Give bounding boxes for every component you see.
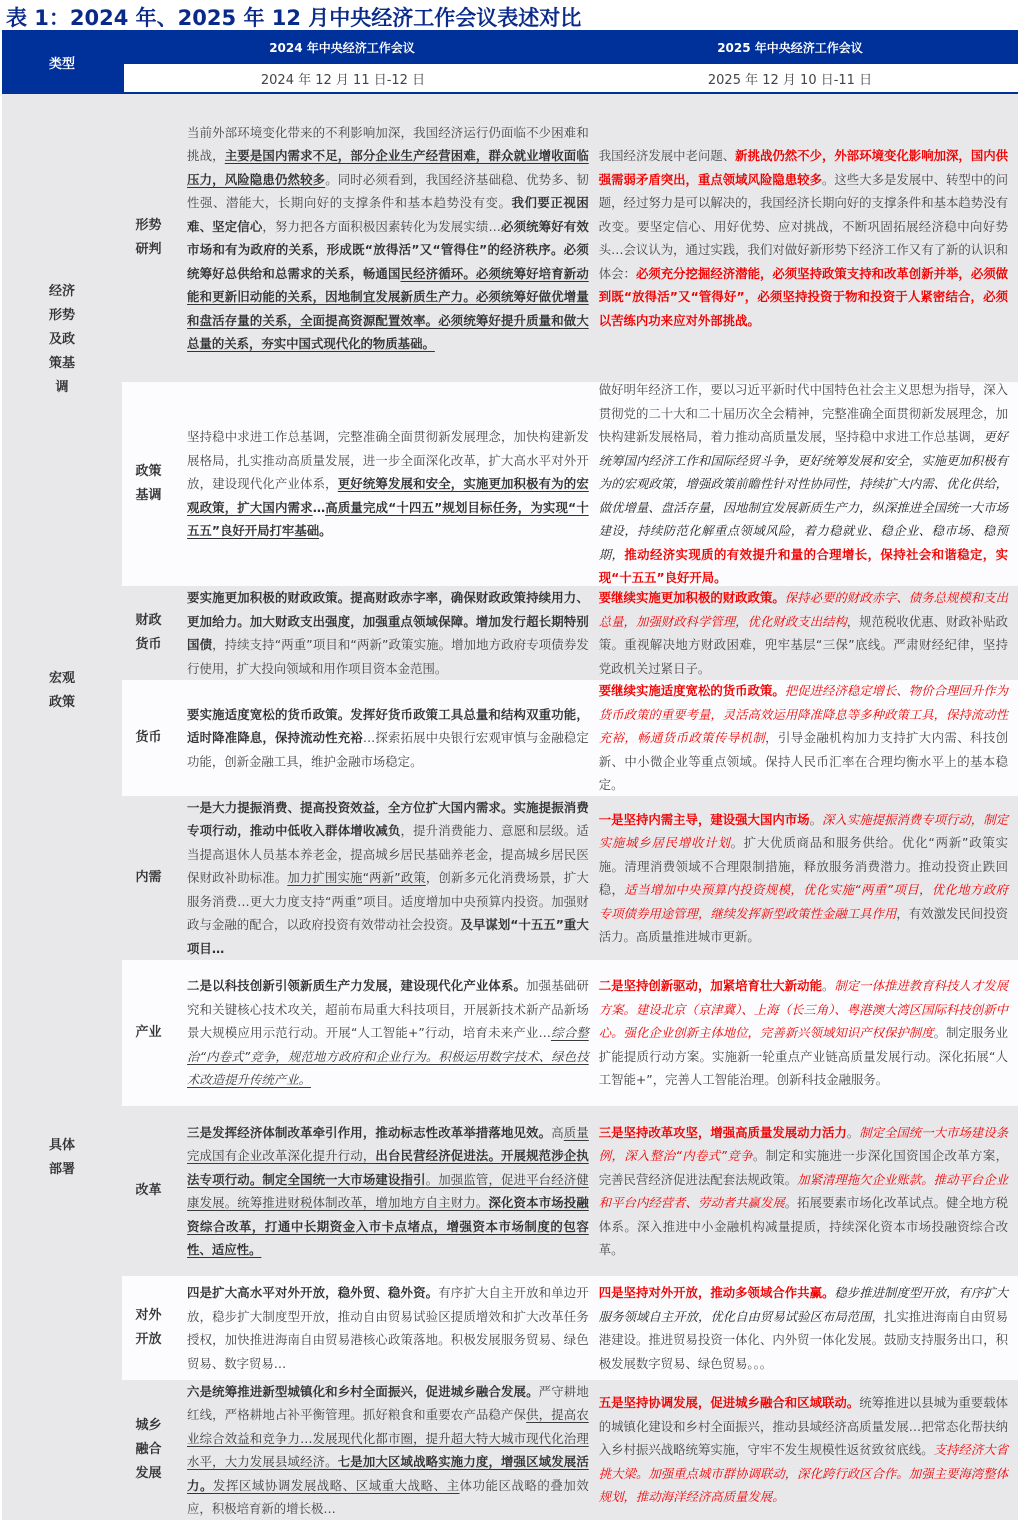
text-segment: 。 bbox=[846, 1124, 860, 1140]
text-segment: 要继续实施适度宽松的货币政策。 bbox=[598, 683, 785, 699]
text-segment: 高质量完成“十四五”规划目标任务，为实现“十五五”良好开局打牢基础 bbox=[187, 499, 589, 539]
subcategory-label: 对外 开放 bbox=[135, 1308, 162, 1347]
text-segment: 我国经济发展中老问题、 bbox=[598, 148, 736, 163]
text-segment: 供，提高农业综合效益和竞争力…发展现代化都市圈，提升超大特大城市现代化治理水平，大力发展县域经济。 bbox=[187, 1407, 589, 1469]
text-segment: 二是以科技创新引领新质生产力发展，建设现代化产业体系。 bbox=[187, 978, 527, 994]
text-segment: 高 bbox=[551, 1124, 564, 1140]
table-row bbox=[122, 586, 1018, 680]
cell-2025 bbox=[589, 1106, 1018, 1276]
table-title: 表 1：2024 年、2025 年 12 月中央经济工作会议表述对比 bbox=[6, 6, 582, 30]
header-type: 类型 bbox=[48, 56, 75, 72]
cell-2025 bbox=[589, 1380, 1018, 1520]
text-segment: 。制定服务业扩能提质行动方案。实施新一轮重点产业链高质量发展行动。深化拓展“人工智能+”，完善人工智能治理。创新科技金融服务。 bbox=[598, 1025, 1009, 1088]
cell-2024 bbox=[175, 1106, 589, 1276]
subcategory-label: 改革 bbox=[135, 1183, 162, 1198]
text-segment: 质量完成国有企业改革深化提升行动， bbox=[187, 1124, 589, 1163]
table-row bbox=[122, 382, 1018, 586]
text-segment: 三是坚持改革攻坚，增强高质量发展动力活力 bbox=[598, 1124, 847, 1140]
text-segment: 。 bbox=[319, 523, 332, 539]
text-segment: 把促进经济稳定增长、物价合理回升作为货币政策的重要考量，灵活高效运用降准降息等多种政策工具，保持流动性充裕，畅通货币政策传导机制 bbox=[598, 683, 1009, 746]
subcategory-label: 城乡 融合 发展 bbox=[135, 1418, 162, 1481]
text-segment: 深入实施提振消费专项行动，制定实施城乡居民增收计划 bbox=[598, 811, 1009, 850]
subcategory-label: 货币 bbox=[135, 730, 162, 745]
text-segment: 要实施适度宽松的货币政策。发挥好货币政策工具总量和结构双重功能，适时降准降息，保持流动性充裕 bbox=[187, 706, 589, 746]
text-segment: ，规范税收优惠、财政补贴政策。重视解决地方财政困难，兜牢基层“三保”底线。严肃财经纪律，坚持党政机关过紧日子。 bbox=[598, 613, 1008, 676]
text-segment: ，持续支持“两重”项目和“两新”政策实施。增加地方政府专项债券发行使用，扩大投向领域和用作项目资本金范围。 bbox=[187, 637, 589, 676]
text-segment: 四是坚持对外开放，推动多领域合作共赢。 bbox=[598, 1285, 835, 1300]
subcategory-label: 产业 bbox=[135, 1025, 162, 1040]
subcategory-label: 财政 货币 bbox=[135, 613, 162, 652]
text-segment: 深化资本市场投融资综合改革，打通中长期资金入市卡点堵点，增强资本市场制度的包容性、适应性。 bbox=[187, 1195, 589, 1257]
text-segment: 民经济循环。必须统筹好培育新动能和更新旧动能的关系，因地制宜发展新质生产力。必须统筹好做优增量和盘活存量的关系，全面提高资源配置效率。必须统筹好提升质量和做大总量的关系，夯实中国式现代化的物质基础。 bbox=[187, 265, 589, 351]
cell-2025 bbox=[589, 796, 1018, 960]
text-segment: ，创新多元化消费场景，扩大服务消费…更大力度支持“两重”项目。适度增加中央预算内投资。加强财政与金融的配合，以政府投资有效带动社会投资。 bbox=[187, 870, 589, 933]
text-segment: 统筹推进以县城为重要载体的城镇化建设和乡村全面振兴，推动县域经济高质量发展…把常态化帮扶纳入乡村振兴战略统筹实施，守牢不发生规模性返贫致贫底线。 bbox=[598, 1395, 1009, 1458]
header-2024-title: 2024 年中央经济工作会议 bbox=[269, 40, 415, 55]
text-segment: 体功能区战略的叠加效应，积极培育新的增长极… bbox=[187, 1477, 589, 1516]
text-segment: 要继续实施更加积极的财政政策。 bbox=[598, 590, 785, 605]
text-segment: 稳步推进制度型开放，有序扩大服务领域自主开放，优化自由贸易试验区布局范围 bbox=[598, 1285, 1009, 1324]
text-segment: …探索拓展中央银行宏观审慎与金融稳定功能，创新金融工具，维护金融市场稳定。 bbox=[187, 730, 589, 769]
cell-2024 bbox=[175, 960, 589, 1106]
text-segment: 主要是国内需求不足，部分企业生产经营困难，群众就业增收面临压力，风险隐患仍然较多 bbox=[187, 148, 589, 187]
text-segment: 更好统筹国内经济工作和国际经贸斗争，更好统筹发展和安全，实施更加积极有为的宏观政策，增强政策前瞻性针对性协同性，持续扩大内需、优化供给，做优增量、盘活存量，因地制宜发展新质生产力，纵深推进全国统一大市场建设，持续防范化解重点领域风险，着力稳就业、稳企业、稳市场、稳预期， bbox=[598, 429, 1009, 562]
text-segment: 。加强监管，促进平台经济健康发展。统筹推进财税体制改革，增加地方自主财力。 bbox=[187, 1171, 589, 1210]
text-segment: 加紧清理拖欠企业账款。推动平台企业和平台内经营者、劳动者共赢发展 bbox=[598, 1171, 1008, 1210]
text-segment: 二是坚持创新驱动，加紧培育壮大新动能 bbox=[598, 978, 822, 994]
cell-2025 bbox=[589, 94, 1018, 382]
text-segment: 新挑战仍然不少，外部环境变化影响加深，国内供强需弱矛盾突出，重点领域风险隐患较多 bbox=[598, 148, 1009, 187]
text-segment: 必须充分挖掘经济潜能，必须坚持政策支持和改革创新并举，必须做到既“放得活”又“管得好”，必须坚持投资于物和投资于人紧密结合，必须以苦练内功来应对外部挑战。 bbox=[598, 265, 1009, 328]
cell-2024 bbox=[175, 1276, 589, 1380]
cell-2025 bbox=[589, 586, 1018, 680]
category-label: 经济 形势 及政 策基 调 bbox=[48, 284, 75, 395]
text-segment: ，提升消费能力、意愿和层级。适当提高退休人员基本养老金，提高城乡居民基础养老金，提高城乡居民医保财政补助标准。 bbox=[187, 823, 589, 886]
category-label: 宏观 政策 bbox=[48, 671, 75, 710]
text-segment: 支持经济大省挑大梁。加强重点城市群协调联动，深化跨行政区合作。加强主要海湾整体规划，推动海洋经济高质量发展。 bbox=[598, 1442, 1009, 1505]
text-segment: 。同时必须看到，我国经济基础稳、优势多、韧性强、潜能大，长期向好的支撑条件和基本趋势没有变。 bbox=[187, 171, 589, 210]
text-segment: 一是大力提振消费、提高投资效益，全方位扩大国内需求。实施提振消费专项行动，推动中低收入群体增收减负 bbox=[187, 799, 589, 839]
table-row bbox=[122, 960, 1018, 1106]
text-segment: ，努力把各方面积极因素转化为发展实绩… bbox=[262, 218, 501, 234]
text-segment: 出台民营经济促进法。开展规范涉企执法专项行动。制定全国统一大市场建设指引 bbox=[187, 1148, 589, 1187]
text-segment: 有序扩大自主开放和单边开放，稳步扩大制度型开放，推动自由贸易试验区提质增效和扩大改革任务授权，加快推进海南自由贸易港核心政策落地。积极发展服务贸易、绿色贸易、数字贸易… bbox=[187, 1285, 589, 1371]
text-segment: 制定一体推进教育科技人才发展方案。建设北京（京津冀）、上海（长三角）、粤港澳大湾区国际科技创新中心。强化企业创新主体地位，完善新兴领域知识产权保护制度 bbox=[598, 978, 1009, 1041]
text-segment: 坚持稳中求进工作总基调，完整准确全面贯彻新发展理念，加快构建新发展格局，扎实推动高质量发展，进一步全面深化改革，扩大高水平对外开放，建设现代化产业体系， bbox=[187, 429, 589, 492]
text-segment: 及早谋划“十五五”重大项目… bbox=[187, 917, 589, 956]
category-cell bbox=[2, 94, 122, 586]
cell-2024 bbox=[175, 1380, 589, 1520]
text-segment: … bbox=[312, 499, 326, 515]
text-segment: 更好统筹发展和安全，实施更加积极有为的宏观政策，扩大国内需求 bbox=[187, 476, 589, 515]
text-segment: 加力扩围实施“两新”政策 bbox=[287, 870, 426, 886]
table-row bbox=[122, 796, 1018, 960]
cell-2024 bbox=[175, 680, 589, 796]
text-segment: 一是坚持内需主导，建设强大国内市场 bbox=[598, 811, 810, 827]
header-2025-title: 2025 年中央经济工作会议 bbox=[717, 40, 863, 55]
cell-2025 bbox=[589, 382, 1018, 586]
text-segment: 六是统筹推进新型城镇化和乡村全面振兴，促进城乡融合发展。 bbox=[187, 1383, 539, 1399]
cell-2025 bbox=[589, 960, 1018, 1106]
text-segment: 适当增加中央预算内投资规模，优化实施“两重”项目，优化地方政府专项债券用途管理，继续发挥新型政策性金融工具作用 bbox=[598, 882, 1009, 921]
cell-2024 bbox=[175, 796, 589, 960]
text-segment: ，扎实推进海南自由贸易港建设。推进贸易投资一体化、内外贸一体化发展。鼓励支持服务出口，积极发展数字贸易、绿色贸易。。。 bbox=[598, 1308, 1009, 1371]
subcategory-label: 形势 研判 bbox=[135, 218, 162, 257]
category-label: 具体 部署 bbox=[48, 1138, 75, 1177]
subcategory-label: 内需 bbox=[135, 870, 162, 885]
text-segment: 加强基础研究和关键核心技术攻关，超前布局重大科技项目，开展新技术新产品新场景大规模应用示范行动。开展“人工智能+”行动，培育未来产业… bbox=[187, 978, 589, 1041]
category-cell bbox=[2, 586, 122, 796]
text-segment: 。 bbox=[821, 978, 835, 994]
text-segment: 我们要正视困难、坚定信心 bbox=[187, 195, 589, 234]
text-segment: 做好明年经济工作，要以习近平新时代中国特色社会主义思想为指导，深入贯彻党的二十大和二十届历次全会精神，完整准确全面贯彻新发展理念，加快构建新发展格局，着力推动高质量发展，坚持稳中求进工作总基调， bbox=[598, 382, 1008, 445]
text-segment: 。拓展要素市场化改革试点。健全地方税体系。深入推进中小金融机构减量提质，持续深化资本市场投融资综合改革。 bbox=[598, 1195, 1009, 1257]
cell-2024 bbox=[175, 586, 589, 680]
cell-2024 bbox=[175, 94, 589, 382]
subcategory-label: 政策 基调 bbox=[135, 464, 162, 503]
text-segment: 严守耕地红线，严格耕地占补平衡管理。抓好粮食和重要农产品稳产保 bbox=[187, 1383, 589, 1422]
text-segment: 七是加大区域战略实施力度，增强区域发展活力。 bbox=[187, 1454, 589, 1493]
text-segment: 。扩大优质商品和服务供给。优化“两新”政策实施。清理消费领域不合理限制措施，释放服务消费潜力。推动投资止跌回稳， bbox=[598, 835, 1008, 897]
text-segment: ，引导金融机构加力支持扩大内需、科技创新、中小微企业等重点领域。保持人民币汇率在合理均衡水平上的基本稳定。 bbox=[598, 730, 1009, 793]
text-segment: 要实施更加积极的财政政策。提高财政赤字率，确保财政政策持续用力、更加给力。加大财政支出强度，加强重点领域保障。增加发行超长期特别国债 bbox=[187, 590, 589, 652]
text-segment: 三是发挥经济体制改革牵引作用，推动标志性改革举措落地见效。 bbox=[187, 1124, 552, 1140]
comparison-table bbox=[2, 30, 1018, 1516]
text-segment: 必须统筹好有效市场和有为政府的关系，形成既“放得活”又“管得住”的经济秩序。必须统筹好总供给和总需求的关系，畅通国 bbox=[187, 218, 589, 281]
text-segment: 。这些大多是发展中、转型中的问题，经过努力是可以解决的，我国经济长期向好的支撑条件和基本趋势没有改变。要坚定信心、用好优势、应对挑战，不断巩固拓展经济稳中向好势头…会议认为，通过实践，我们对做好新形势下经济工作又有了新的认识和体会： bbox=[598, 171, 1009, 281]
text-segment: 推动经济实现质的有效提升和量的合理增长，保持社会和谐稳定，实现“十五五”良好开局。 bbox=[598, 546, 1009, 586]
text-segment: 四是扩大高水平对外开放，稳外贸、稳外资。 bbox=[187, 1285, 439, 1300]
header-2024-date: 2024 年 12 月 11 日-12 日 bbox=[124, 64, 562, 92]
cell-2025 bbox=[589, 680, 1018, 796]
table-header bbox=[2, 30, 1018, 94]
text-segment: 发挥区域协调发展战略、区域重大战略、主 bbox=[213, 1477, 460, 1493]
table-row bbox=[122, 94, 1018, 382]
text-segment: ，有效激发民间投资活力。高质量推进城市更新。 bbox=[598, 905, 1008, 944]
text-segment: 。制定和实施进一步深化国资国企改革方案，完善民营经济促进法配套法规政策。 bbox=[598, 1148, 1008, 1187]
text-segment: 当前外部环境变化带来的不利影响加深，我国经济运行仍面临不少困难和挑战， bbox=[187, 124, 589, 163]
cell-2024 bbox=[175, 382, 589, 586]
text-segment: 综合整治“内卷式”竞争，规范地方政府和企业行为。积极运用数字技术、绿色技术改造提升传统产业。 bbox=[187, 1025, 589, 1088]
header-2025-date: 2025 年 12 月 10 日-11 日 bbox=[562, 64, 1018, 92]
text-segment: 五是坚持协调发展，促进城乡融合和区域联动。 bbox=[598, 1395, 860, 1411]
table-row bbox=[122, 680, 1018, 796]
table-row bbox=[122, 1106, 1018, 1276]
text-segment: 。 bbox=[809, 811, 822, 827]
table-row bbox=[122, 1380, 1018, 1520]
category-cell bbox=[2, 796, 122, 1520]
text-segment: 保持必要的财政赤字、债务总规模和支出总量，加强财政科学管理，优化财政支出结构 bbox=[598, 590, 1009, 629]
table-row bbox=[122, 1276, 1018, 1380]
text-segment: 制定全国统一大市场建设条例，深入整治“内卷式”竞争 bbox=[598, 1124, 1009, 1163]
cell-2025 bbox=[589, 1276, 1018, 1380]
